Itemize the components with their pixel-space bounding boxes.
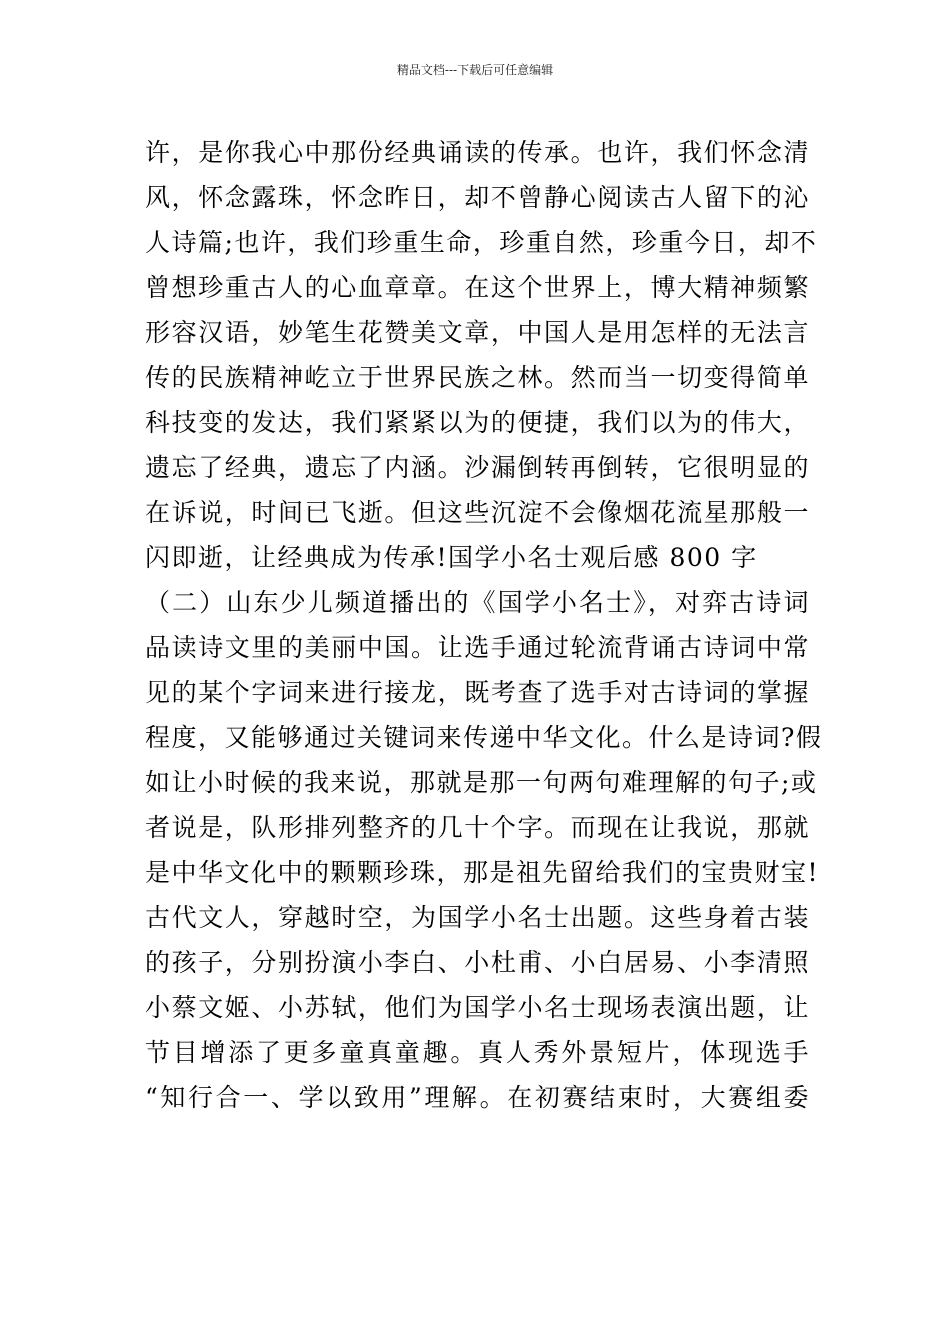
text-line: 古代文人，穿越时空，为国学小名士出题。这些身着古装 — [145, 903, 810, 932]
page-header: 精品文档---下载后可任意编辑 — [396, 63, 554, 77]
document-body — [145, 130, 823, 1120]
text-line: 曾想珍重古人的心血章章。在这个世界上，博大精神频繁 — [145, 273, 810, 302]
text-line: 见的某个字词来进行接龙，既考查了选手对古诗词的掌握 — [145, 678, 810, 707]
text-line: 科技变的发达，我们紧紧以为的便捷，我们以为的伟大， — [145, 408, 810, 437]
text-line: 传的民族精神屹立于世界民族之林。然而当一切变得简单 — [145, 363, 810, 392]
text-line: “知行合一、学以致用”理解。在初赛结束时，大赛组委 — [145, 1083, 810, 1112]
text-line: 是中华文化中的颗颗珍珠，那是祖先留给我们的宝贵财宝! — [145, 858, 820, 887]
text-line: 遗忘了经典，遗忘了内涵。沙漏倒转再倒转，它很明显的 — [145, 453, 810, 482]
text-line: 程度，又能够通过关键词来传递中华文化。什么是诗词?假 — [145, 723, 823, 752]
text-line: 者说是，队形排列整齐的几十个字。而现在让我说，那就 — [145, 813, 810, 842]
text-line: 许，是你我心中那份经典诵读的传承。也许，我们怀念清 — [145, 138, 810, 167]
text-line: （二）山东少儿频道播出的《国学小名士》，对弈古诗词 — [145, 588, 810, 617]
text-line: 闪即逝，让经典成为传承!国学小名士观后感 800 字 — [145, 543, 758, 572]
text-line: 形容汉语，妙笔生花赞美文章，中国人是用怎样的无法言 — [145, 318, 810, 347]
text-line: 如让小时候的我来说，那就是那一句两句难理解的句子;或 — [145, 768, 818, 797]
text-line: 小蔡文姬、小苏轼，他们为国学小名士现场表演出题，让 — [145, 993, 810, 1022]
text-line: 的孩子，分别扮演小李白、小杜甫、小白居易、小李清照 — [145, 948, 810, 977]
text-line: 风，怀念露珠，怀念昨日，却不曾静心阅读古人留下的沁 — [145, 183, 810, 212]
text-line: 品读诗文里的美丽中国。让选手通过轮流背诵古诗词中常 — [145, 633, 810, 662]
text-line: 人诗篇;也许，我们珍重生命，珍重自然，珍重今日，却不 — [145, 228, 818, 257]
text-line: 在诉说，时间已飞逝。但这些沉淀不会像烟花流星那般一 — [145, 498, 810, 527]
text-line: 节目增添了更多童真童趣。真人秀外景短片，体现选手 — [145, 1038, 810, 1067]
